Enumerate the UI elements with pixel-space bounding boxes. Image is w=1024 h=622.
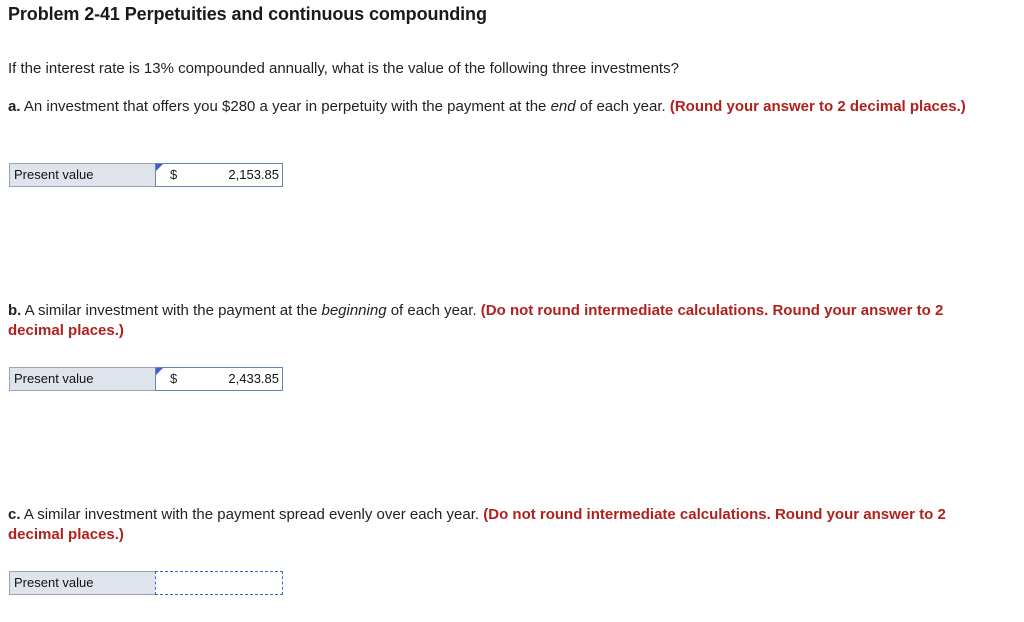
flag-icon [156, 368, 163, 375]
problem-intro: If the interest rate is 13% compounded annually, what is the value of the following three investments? [8, 60, 679, 77]
question-a-italic: end [550, 98, 576, 115]
question-c-lead: c. [8, 506, 21, 523]
question-b-text-before: A similar investment with the payment at the [21, 302, 322, 319]
present-value-input-a[interactable]: 2,153.85 [228, 167, 279, 182]
question-b-italic: beginning [321, 302, 387, 319]
question-a-text-before: An investment that offers you $280 a year in perpetuity with the payment at the [20, 98, 551, 115]
question-b-lead: b. [8, 302, 22, 319]
answer-cell-a[interactable] [155, 163, 283, 187]
question-a [8, 97, 998, 117]
present-value-input-c[interactable] [155, 571, 283, 595]
question-a-text-after: of each year. [575, 98, 670, 115]
question-c-hint: (Do not round intermediate calculations. Round your answer to 2 decimal places.) [8, 506, 946, 543]
question-c-text-before: A similar investment with the payment spread evenly over each year. [20, 506, 484, 523]
question-c [8, 505, 998, 545]
currency-symbol-b: $ [170, 371, 178, 386]
answer-row-a [9, 163, 283, 187]
question-a-lead: a. [8, 98, 21, 115]
currency-symbol-a: $ [170, 167, 178, 182]
question-b [8, 301, 998, 341]
present-value-label-c: Present value [9, 571, 160, 595]
present-value-label-a: Present value [9, 163, 160, 187]
answer-row-c [9, 571, 283, 595]
question-b-text-after: of each year. [386, 302, 481, 319]
question-b-hint: (Do not round intermediate calculations. Round your answer to 2 decimal places.) [8, 302, 944, 339]
problem-title: Problem 2-41 Perpetuities and continuous compounding [8, 4, 487, 24]
present-value-input-b[interactable]: 2,433.85 [228, 371, 279, 386]
question-a-hint: (Round your answer to 2 decimal places.) [669, 98, 966, 115]
answer-cell-b[interactable] [155, 367, 283, 391]
answer-row-b [9, 367, 283, 391]
present-value-label-b: Present value [9, 367, 160, 391]
flag-icon [156, 164, 163, 171]
